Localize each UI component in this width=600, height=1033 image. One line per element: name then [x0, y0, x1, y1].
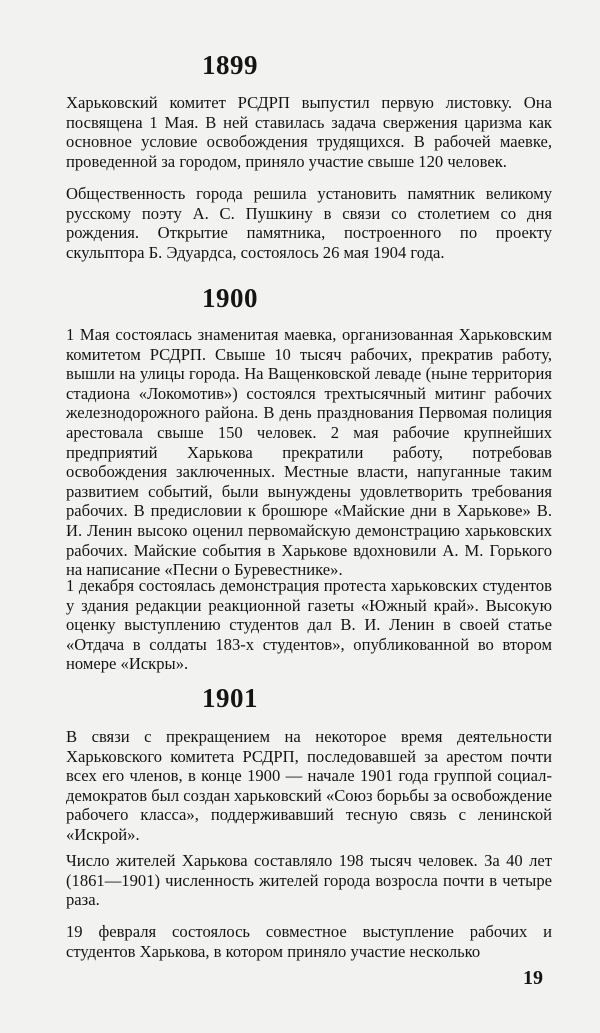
paragraph-1900-mayday: 1 Мая состоялась знаменитая маевка, организованная Харьковским комитетом РСДРП. Свыше 10 тысяч рабочих, прекратив работу, вышли на улицы города. На Ващенковской леваде (ныне территория стадиона «Локомотив») состоялся трехтысячный митинг рабочих железнодорожного района. В день празднования Первомая полиция арестовала свыше 150 человек. 2 мая рабочие крупнейших предприятий Харькова прекратили работу, потребовав освобождения заключенных. Местные власти, напуганные таким развитием событий, были вынуждены удовлетворить требования рабочих. В предисловии к брошюре «Майские дни в Харькове» В. И. Ленин высоко оценил первомайскую демонстрацию харьковских рабочих. Майские события в Харькове вдохновили А. М. Горького на написание «Песни о Буревестнике». [66, 325, 552, 580]
paragraph-1899-pushkin-monument: Общественность города решила установить памятник великому русскому поэту А. С. Пушкину в связи со столетием со дня рождения. Открытие памятника, построенного по проекту скульптора Б. Эдуардса, состоялось 26 мая 1904 года. [66, 184, 552, 262]
paragraph-1900-student-demonstration: 1 декабря состоялась демонстрация протеста харьковских студентов у здания редакции реакционной газеты «Южный край». Высокую оценку выступлению студентов дал В. И. Ленин в своей статье «Отдача в солдаты 183-х студентов», опубликованной во втором номере «Искры». [66, 576, 552, 674]
paragraph-1901-union-of-struggle: В связи с прекращением на некоторое время деятельности Харьковского комитета РСДРП, последовавшей за арестом почти всех его членов, в конце 1900 — начале 1901 года группой социал-демократов был создан харьковский «Союз борьбы за освобождение рабочего класса», поддерживавший тесную связь с ленинской «Искрой». [66, 727, 552, 844]
paragraph-1901-february-protest: 19 февраля состоялось совместное выступление рабочих и студентов Харькова, в котором приняло участие несколько [66, 922, 552, 961]
paragraph-1901-population: Число жителей Харькова составляло 198 тысяч человек. За 40 лет (1861—1901) численность жителей города возросла почти в четыре раза. [66, 851, 552, 910]
paragraph-1899-leaflet: Харьковский комитет РСДРП выпустил первую листовку. Она посвящена 1 Мая. В ней ставилась задача свержения царизма как основное условие освобождения трудящихся. В рабочей маевке, проведенной за городом, приняло участие свыше 120 человек. [66, 93, 552, 171]
year-heading-1900: 1900 [202, 283, 258, 313]
year-heading-1899: 1899 [202, 50, 258, 80]
year-heading-1901: 1901 [202, 683, 258, 713]
page-number: 19 [523, 967, 543, 989]
